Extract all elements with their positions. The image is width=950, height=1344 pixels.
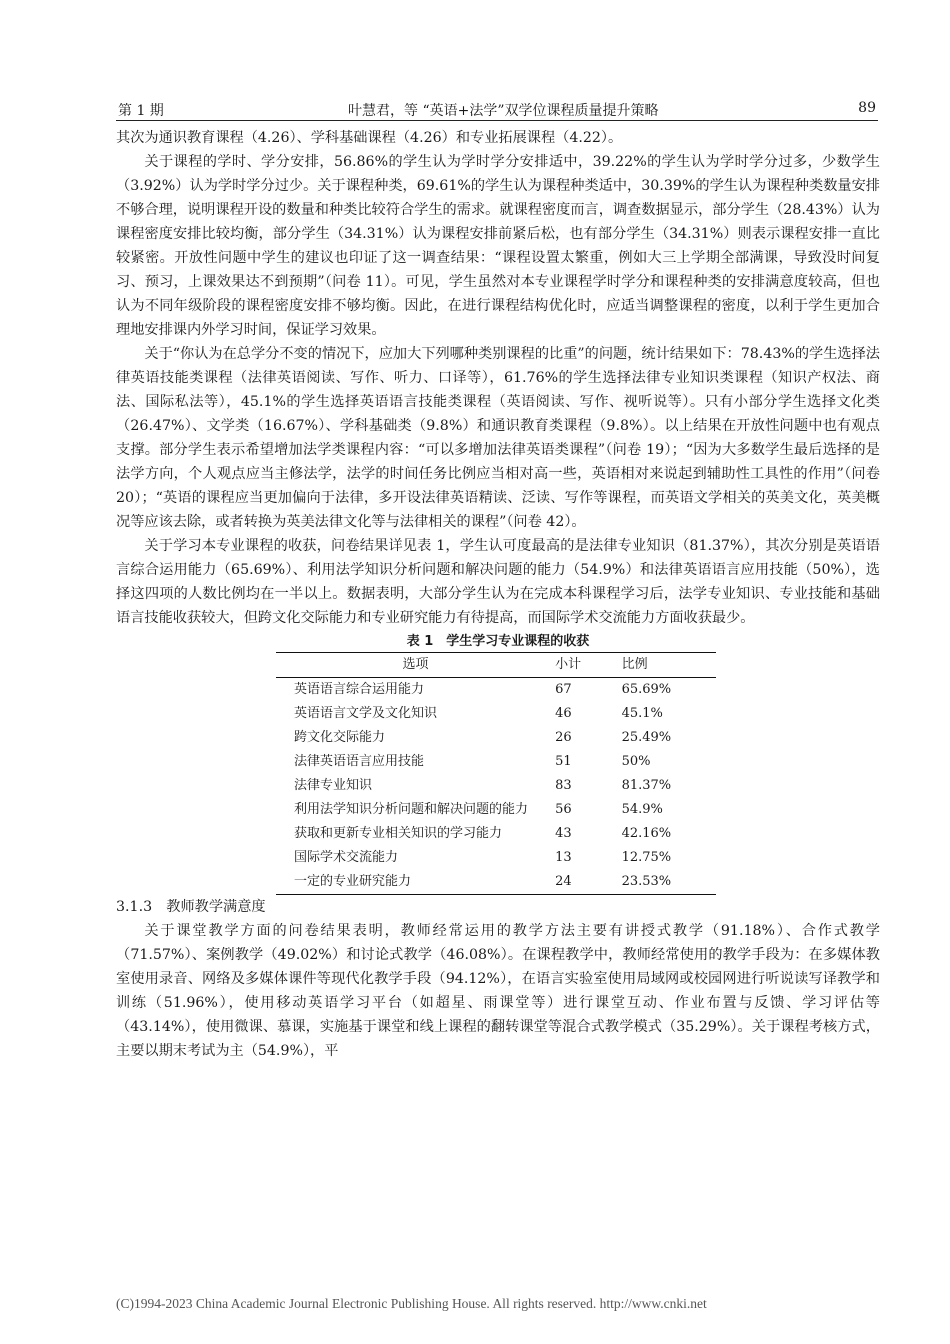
paragraph: 关于课堂教学方面的问卷结果表明，教师经常运用的教学方法主要有讲授式教学（91.18%）、合作式教学（71.57%）、案例教学（49.02%）和讨论式教学（46.08%）。在课程教学中，教师经常使用的教学手段为：在多媒体教室使用录音、网络及多媒体课件等现代化教学手段（94.12%），在语言实验室使用局域网或校园网进行听说读写译教学和训练（51.96%），使用移动英语学习平台（如超星、雨课堂等）进行课堂互动、作业布置与反馈、学习评估等（43.14%），使用微课、慕课，实施基于课堂和线上课程的翻转课堂等混合式教学模式（35.29%）。关于课程考核方式，主要以期末考试为主（54.9%），平 — [116, 923, 880, 1059]
cell-option: 英语语言文学及文化知识 — [294, 706, 438, 721]
cell-count: 24 — [555, 870, 600, 895]
header-title: 叶慧君，等 “英语+法学”双学位课程质量提升策略 — [348, 103, 659, 119]
header-count: 小计 — [555, 653, 600, 678]
cell-count: 51 — [555, 754, 572, 769]
cell-ratio: 65.69% — [621, 682, 672, 697]
cell-ratio: 81.37% — [621, 778, 672, 793]
cell-ratio: 42.16% — [621, 826, 672, 841]
cell-option: 一定的专业研究能力 — [276, 870, 555, 895]
running-header — [116, 96, 878, 121]
cell-ratio: 50% — [621, 754, 651, 769]
cell-ratio: 54.9% — [621, 802, 663, 817]
cell-option: 法律专业知识 — [294, 778, 373, 793]
table-row — [276, 870, 716, 895]
cell-count: 43 — [555, 826, 572, 841]
table-header-row — [276, 653, 716, 678]
cell-option: 国际学术交流能力 — [294, 850, 399, 865]
paragraph: 关于“你认为在总学分不变的情况下，应加大下列哪种类别课程的比重”的问题，统计结果如下：78.43%的学生选择法律英语技能类课程（法律英语阅读、写作、听力、口译等），61.76%的学生选择法律专业知识类课程（知识产权法、商法、国际私法等），45.1%的学生选择英语语言技能类课程（英语阅读、写作、视听说等）。只有小部分学生选择文化类（26.47%）、文学类（16.67%）、学科基础类（9.8%）和通识教育类课程（9.8%）。以上结果在开放性问题中也有观点支撑。部分学生表示希望增加法学类课程内容：“可以多增加法律英语类课程”（问卷 19）；“因为大多数学生最后选择的是法学方向，个人观点应当主修法学，法学的时间任务比例应当相对高一些，英语相对来说起到辅助性工具性的作用”（问卷 20）；“英语的课程应当更加偏向于法律，多开设法律英语精读、泛读、写作等课程，而英语文学相关的英美文化，英美概况等应该去除，或者转换为英美法律文化等与法律相关的课程”（问卷 42）。 — [116, 346, 880, 530]
cell-option: 跨文化交际能力 — [294, 730, 386, 745]
table-row — [276, 822, 716, 846]
header-ratio: 比例 — [600, 653, 716, 678]
cell-option: 法律英语语言应用技能 — [294, 754, 425, 769]
paragraph: 关于课程的学时、学分安排，56.86%的学生认为学时学分安排适中，39.22%的学生认为学时学分过多，少数学生（3.92%）认为学时学分过少。关于课程种类，69.61%的学生认为课程种类适中，30.39%的学生认为课程种类数量安排不够合理，说明课程开设的数量和种类比较符合学生的需求。就课程密度而言，调查数据显示，部分学生（28.43%）认为课程密度安排比较均衡，部分学生（34.31%）认为课程安排前紧后松，也有部分学生（34.31%）则表示课程安排一直比较紧密。开放性问题中学生的建议也印证了这一调查结果：“课程设置太繁重，例如大三上学期全部满课，导致没时间复习、预习，上课效果达不到预期”（问卷 11）。可见，学生虽然对本专业课程学时学分和课程种类的安排满意度较高，但也认为不同年级阶段的课程密度安排不够均衡。因此，在进行课程结构优化时，应适当调整课程的密度，以利于学生更加合理地安排课内外学习时间，保证学习效果。 — [116, 154, 880, 338]
cell-count: 83 — [555, 778, 572, 793]
paragraph: 其次为通识教育课程（4.26）、学科基础课程（4.26）和专业拓展课程（4.22）。 — [116, 130, 623, 146]
cell-count: 56 — [555, 802, 572, 817]
cell-count: 46 — [555, 706, 572, 721]
cell-ratio: 12.75% — [621, 850, 672, 865]
table-row — [276, 702, 716, 726]
cell-ratio: 25.49% — [621, 730, 672, 745]
cell-ratio: 45.1% — [621, 706, 663, 721]
table-row — [276, 726, 716, 750]
cell-option: 利用法学知识分析问题和解决问题的能力 — [294, 802, 529, 817]
cell-ratio: 23.53% — [600, 870, 716, 895]
table-row — [276, 798, 716, 822]
cell-count: 13 — [555, 850, 572, 865]
cell-count: 67 — [555, 682, 572, 697]
table-row — [276, 750, 716, 774]
copyright-footer: (C)1994-2023 China Academic Journal Electronic Publishing House. All rights reserved. http://www.cnki.net — [116, 1296, 707, 1311]
header-issue: 第 1 期 — [118, 103, 164, 119]
paragraph: 关于学习本专业课程的收获，问卷结果详见表 1，学生认可度最高的是法律专业知识（81.37%），其次分别是英语语言综合运用能力（65.69%）、利用法学知识分析问题和解决问题的能力（54.9%）和法律英语语言应用技能（50%），选择这四项的人数比例均在一半以上。数据表明，大部分学生认为在完成本科课程学习后，法学专业知识、专业技能和基础语言技能收获较大，但跨文化交际能力和专业研究能力有待提高，而国际学术交流能力方面收获最少。 — [116, 538, 880, 626]
table-row — [276, 774, 716, 798]
article-body — [116, 126, 880, 1063]
cell-option: 获取和更新专业相关知识的学习能力 — [294, 826, 503, 841]
table-row — [276, 678, 716, 703]
section-heading: 3.1.3 教师教学满意度 — [116, 899, 266, 915]
header-page-number: 89 — [858, 100, 876, 116]
header-option: 选项 — [276, 653, 555, 678]
table-caption: 表 1 学生学习专业课程的收获 — [406, 634, 590, 649]
results-table — [276, 652, 716, 895]
cell-option: 英语语言综合运用能力 — [294, 682, 425, 697]
table-row — [276, 846, 716, 870]
cell-count: 26 — [555, 730, 572, 745]
